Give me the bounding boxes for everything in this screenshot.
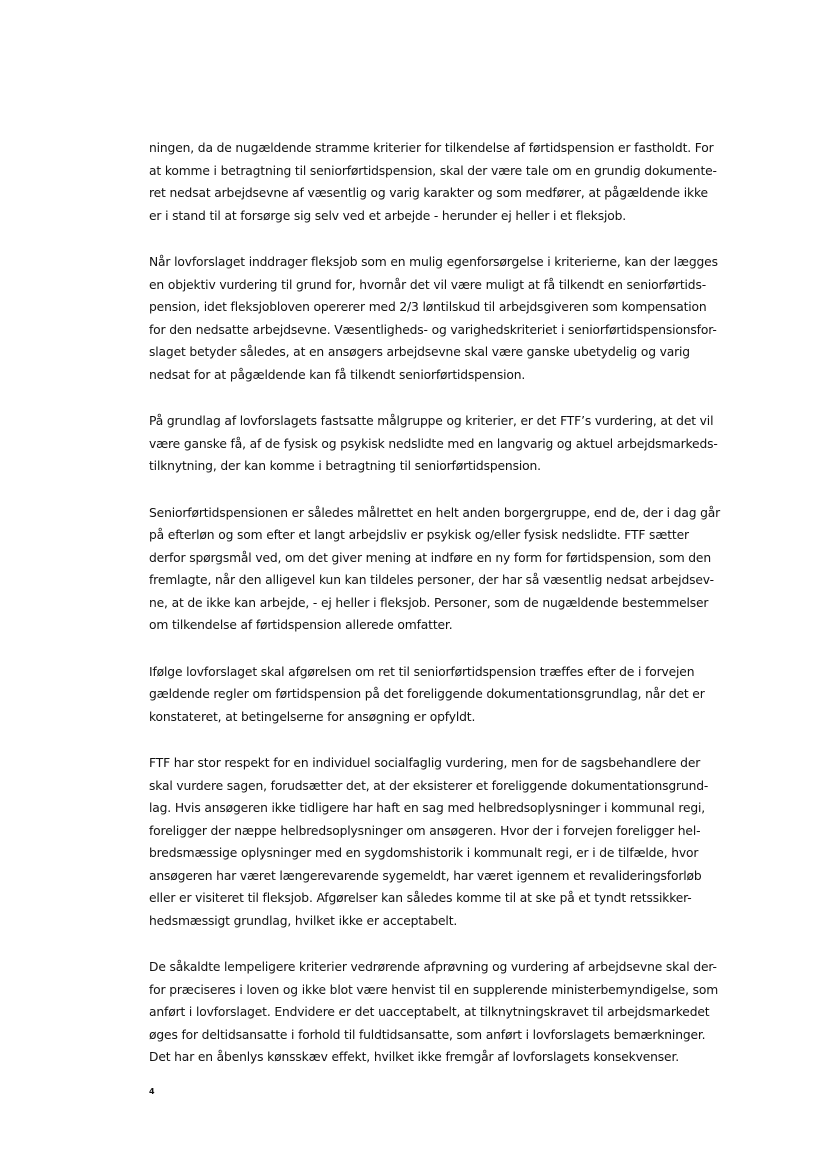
text-line: De såkaldte lempeligere kriterier vedrørende afprøvning og vurdering af arbejdsevne skal der-	[149, 960, 717, 974]
text-line: gældende regler om førtidspension på det foreliggende dokumentationsgrundlag, når det er	[149, 687, 705, 701]
text-line: på efterløn og som efter et langt arbejdsliv er psykisk og/eller fysisk nedslidte. FTF sætter	[149, 528, 689, 542]
text-line: hedsmæssigt grundlag, hvilket ikke er acceptabelt.	[149, 913, 458, 928]
text-line: Når lovforslaget inddrager fleksjob som en mulig egenforsørgelse i kriterierne, kan der lægges	[149, 255, 718, 269]
paragraph	[149, 661, 709, 729]
text-line: På grundlag af lovforslagets fastsatte målgruppe og kriterier, er det FTF’s vurdering, at det vil	[149, 414, 714, 428]
text-line: FTF har stor respekt for en individuel socialfaglig vurdering, men for de sagsbehandlere der	[149, 756, 701, 770]
text-line: ningen, da de nugældende stramme kriterier for tilkendelse af førtidspension er fastholdt. For	[149, 141, 714, 155]
text-line: foreligger der næppe helbredsoplysninger om ansøgeren. Hvor der i forvejen foreligger hel-	[149, 823, 701, 838]
text-line: en objektiv vurdering til grund for, hvornår det vil være muligt at få tilkendt en seniorførtids-	[149, 277, 706, 292]
text-line: ansøgeren har været længerevarende sygemeldt, har været igennem et revalideringsforløb	[149, 868, 702, 883]
text-line: er i stand til at forsørge sig selv ved et arbejde - herunder ej heller i et fleksjob.	[149, 208, 627, 223]
paragraph	[149, 410, 718, 478]
text-line: skal vurdere sagen, forudsætter det, at der eksisterer et foreliggende dokumentationsgrund-	[149, 778, 709, 793]
text-line: at komme i betragtning til seniorførtidspension, skal der være tale om en grundig dokumente-	[149, 163, 717, 178]
text-line: øges for deltidsansatte i forhold til fuldtidsansatte, som anført i lovforslagets bemærkninger.	[149, 1027, 706, 1042]
text-line: nedsat for at pågældende kan få tilkendt seniorførtidspension.	[149, 367, 526, 382]
text-line: bredsmæssige oplysninger med en sygdomshistorik i kommunalt regi, er i de tilfælde, hvor	[149, 846, 699, 860]
text-line: ne, at de ikke kan arbejde, - ej heller i fleksjob. Personer, som de nugældende bestemmelser	[149, 595, 709, 610]
text-line: ret nedsat arbejdsevne af væsentlig og varig karakter og som medfører, at pågældende ikke	[149, 186, 708, 200]
text-line: pension, idet fleksjobloven opererer med 2/3 løntilskud til arbejdsgiveren som kompensation	[149, 300, 707, 314]
text-line: være ganske få, af de fysisk og psykisk nedslidte med en langvarig og aktuel arbejdsmarkeds-	[149, 436, 718, 451]
document-body	[149, 137, 721, 1093]
paragraph	[149, 502, 721, 637]
text-line: eller er visiteret til fleksjob. Afgørelser kan således komme til at ske på et tyndt retssikker-	[149, 891, 692, 905]
paragraph	[149, 251, 718, 386]
paragraph	[149, 956, 719, 1069]
paragraph	[149, 752, 709, 932]
paragraph	[149, 137, 717, 227]
text-line: anført i lovforslaget. Endvidere er det uacceptabelt, at tilknytningskravet til arbejdsmarkedet	[149, 1005, 710, 1019]
text-line: tilknytning, der kan komme i betragtning til seniorførtidspension.	[149, 459, 541, 473]
text-line: Seniorførtidspensionen er således målrettet en helt anden borgergruppe, end de, der i dag går	[149, 505, 721, 520]
text-line: lag. Hvis ansøgeren ikke tidligere har haft en sag med helbredsoplysninger i kommunal regi,	[149, 801, 706, 815]
text-line: Det har en åbenlys kønsskæv effekt, hvilket ikke fremgår af lovforslagets konsekvenser.	[149, 1050, 680, 1064]
page-number: 4	[149, 1087, 155, 1096]
text-line: for præciseres i loven og ikke blot være henvist til en supplerende ministerbemyndigelse, som	[149, 982, 719, 997]
text-line: for den nedsatte arbejdsevne. Væsentligheds- og varighedskriteriet i seniorførtidspensionsfor-	[149, 322, 717, 337]
text-line: fremlagte, når den alligevel kun kan tildeles personer, der har så væsentlig nedsat arbejdsev-	[149, 573, 714, 587]
text-line: derfor spørgsmål ved, om det giver mening at indføre en ny form for førtidspension, som den	[149, 550, 711, 565]
text-line: konstateret, at betingelserne for ansøgning er opfyldt.	[149, 709, 476, 724]
text-line: slaget betyder således, at en ansøgers arbejdsevne skal være ganske ubetydelig og varig	[149, 345, 690, 359]
text-line: Ifølge lovforslaget skal afgørelsen om ret til seniorførtidspension træffes efter de i forvejen	[149, 664, 695, 679]
text-line: om tilkendelse af førtidspension allerede omfatter.	[149, 618, 453, 632]
